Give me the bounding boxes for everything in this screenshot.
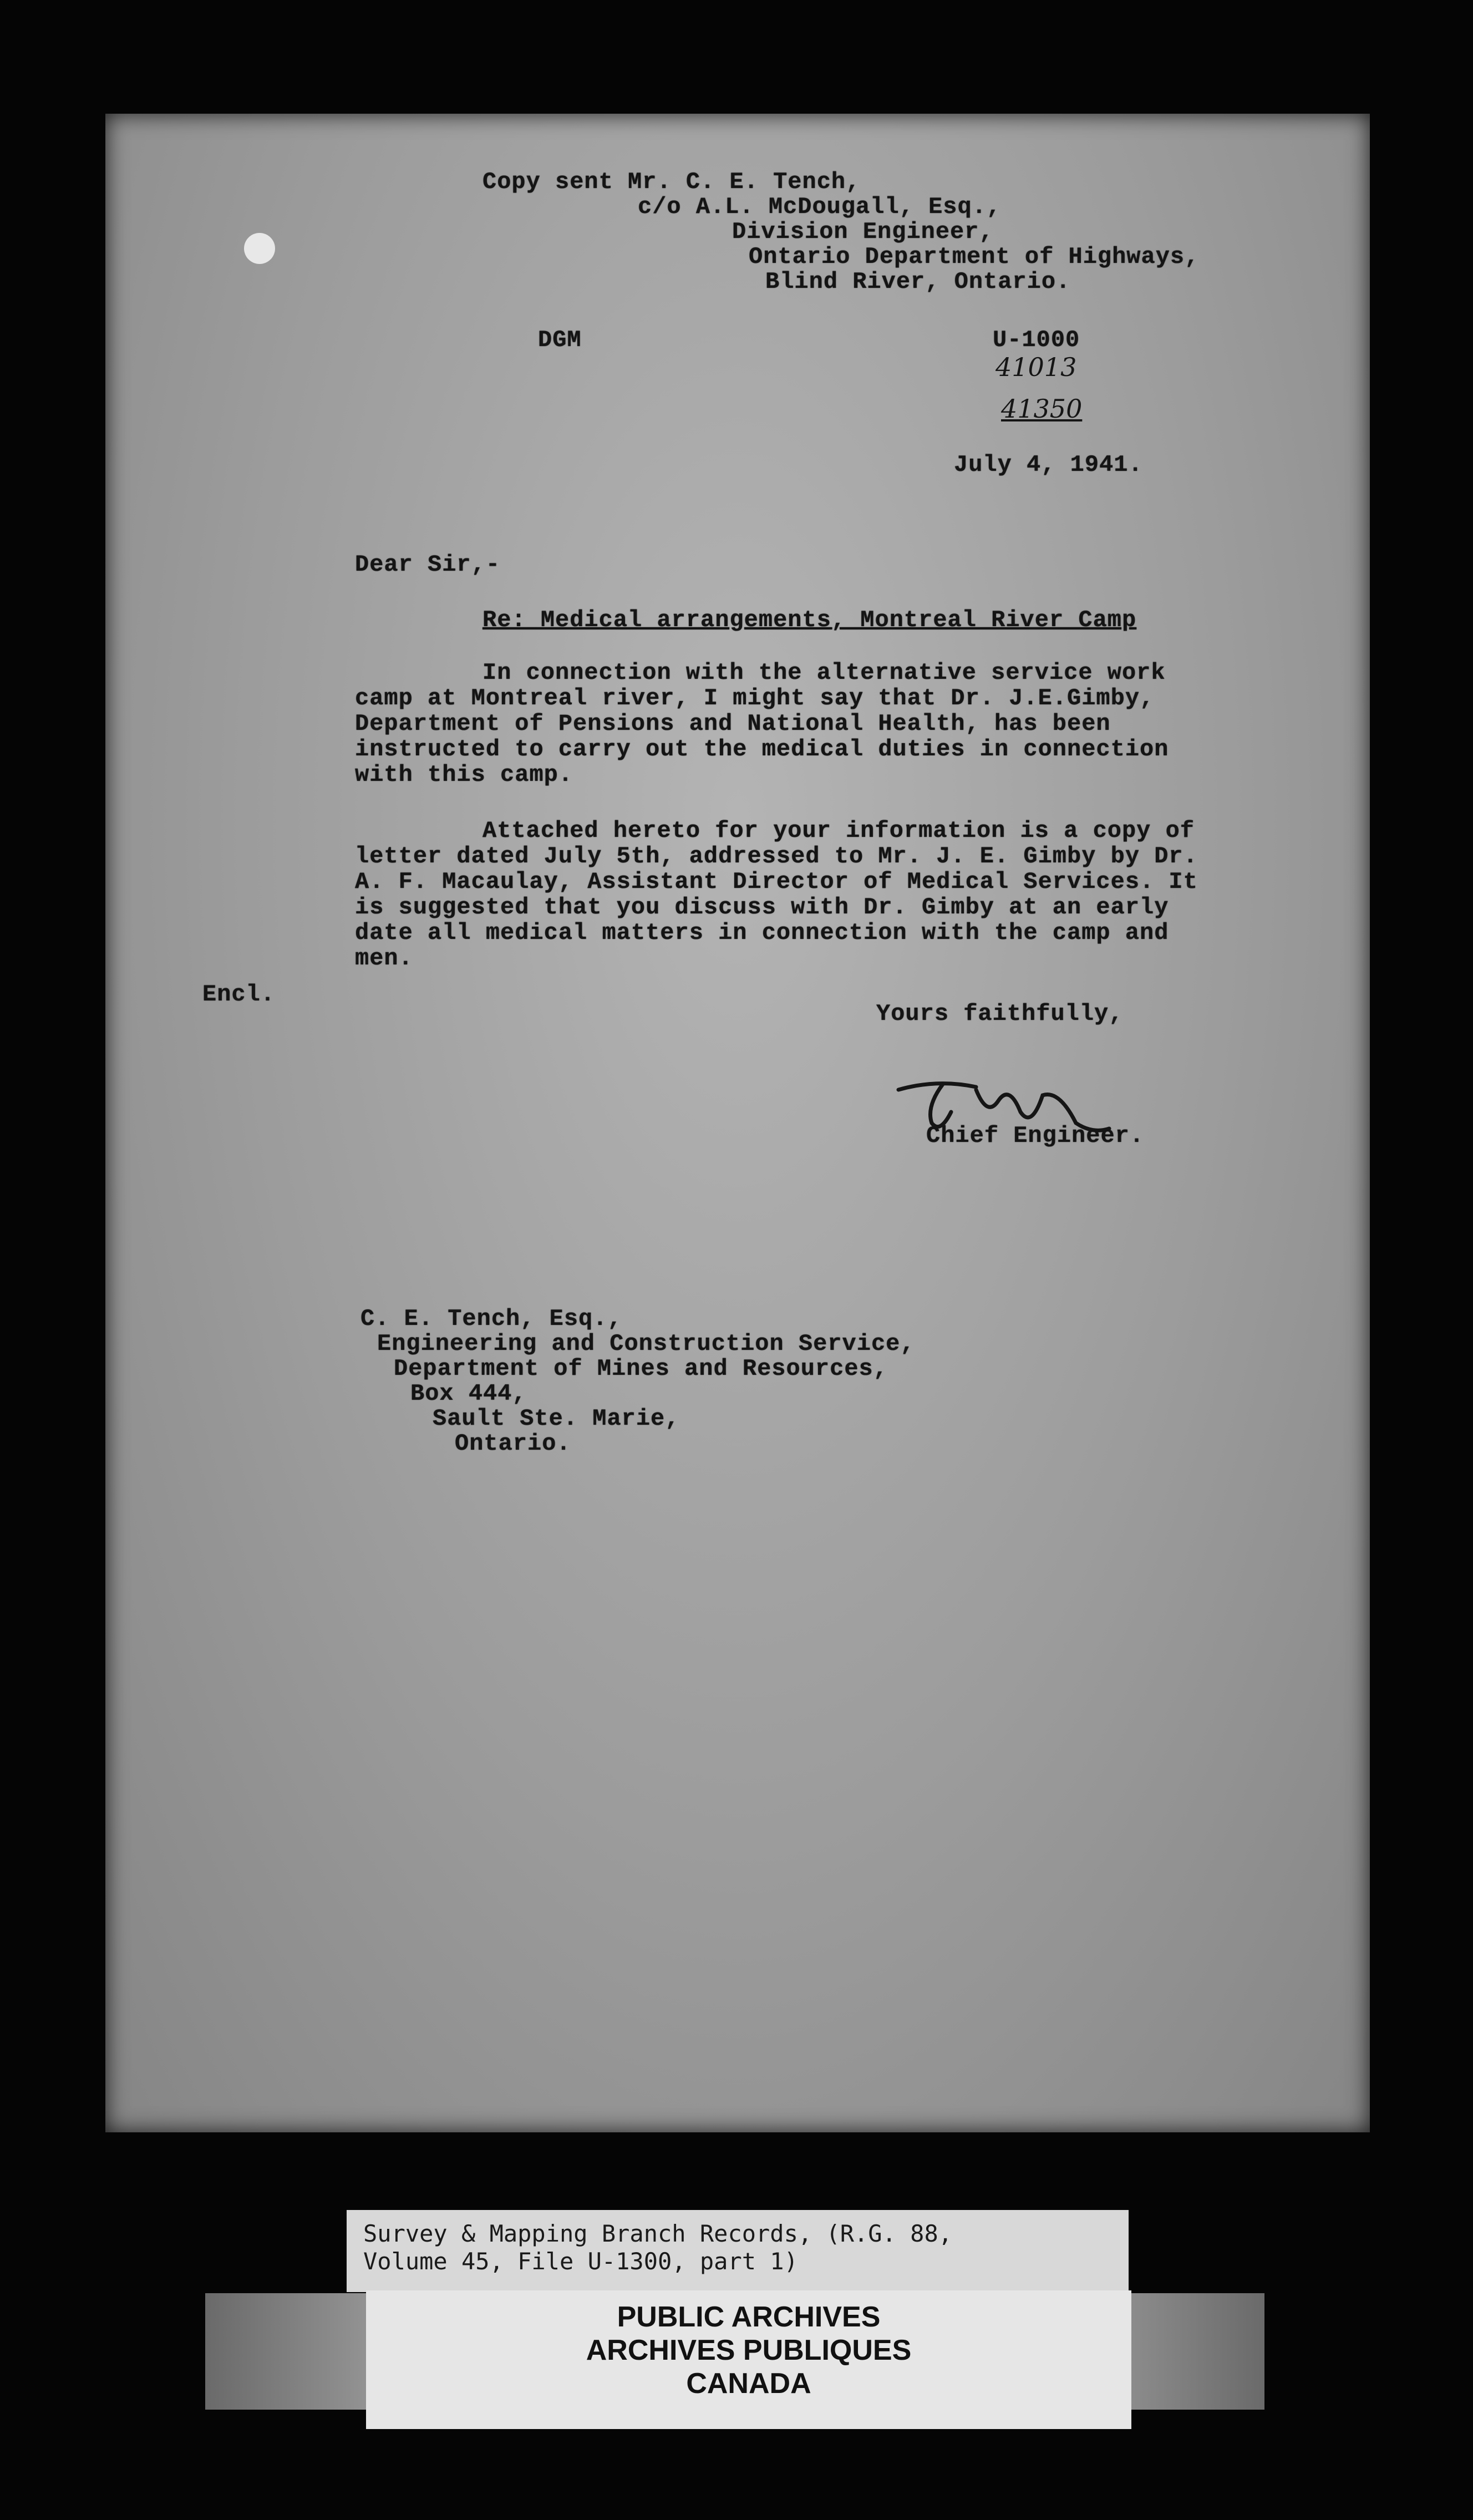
archives-stamp-line-2: ARCHIVES PUBLIQUES <box>586 2334 912 2366</box>
copy-line-5: Blind River, Ontario. <box>765 268 1071 295</box>
paragraph-1: In connection with the alternative service work camp at Montreal river, I might say that Dr. J.E.Gimby, Department of Pensions and National Health, has been instructed to carry out the medical duties in connection with this camp. <box>355 659 1169 788</box>
copy-line-1: Copy sent Mr. C. E. Tench, <box>482 169 861 195</box>
closing: Yours faithfully, <box>876 1000 1124 1027</box>
archives-stamp-line-1: PUBLIC ARCHIVES <box>617 2301 881 2333</box>
address-line-1: C. E. Tench, Esq., <box>360 1305 622 1332</box>
paragraph-2: Attached hereto for your information is a copy of letter dated July 5th, addressed to Mr. J. E. Gimby by Dr. A. F. Macaulay, Assistant Director of Medical Services. It is suggested that you discuss with Dr. Gimby at an early date all medical matters in connection with the camp and men. <box>355 817 1198 972</box>
punch-hole <box>244 233 275 264</box>
initials: DGM <box>538 327 582 353</box>
enclosure-note: Encl. <box>202 981 276 1008</box>
handwritten-number-1: 41013 <box>995 352 1077 382</box>
copy-line-3: Division Engineer, <box>732 219 994 245</box>
address-line-5: Sault Ste. Marie, <box>433 1405 680 1432</box>
salutation: Dear Sir,- <box>355 551 501 578</box>
archives-stamp-line-3: CANADA <box>686 2367 811 2400</box>
address-line-4: Box 444, <box>410 1380 527 1407</box>
address-line-3: Department of Mines and Resources, <box>394 1355 888 1382</box>
subject-line: Re: Medical arrangements, Montreal River Camp <box>482 607 1137 633</box>
signer-title: Chief Engineer. <box>926 1122 1145 1149</box>
copy-line-4: Ontario Department of Highways, <box>749 243 1200 270</box>
archive-label-line-1: Survey & Mapping Branch Records, (R.G. 88, <box>363 2220 953 2247</box>
address-line-2: Engineering and Construction Service, <box>377 1330 915 1357</box>
letter-date: July 4, 1941. <box>954 451 1143 478</box>
copy-line-2: c/o A.L. McDougall, Esq., <box>638 194 1002 220</box>
public-archives-stamp <box>366 2290 1131 2429</box>
handwritten-number-2: 41350 <box>1001 394 1083 424</box>
address-line-6: Ontario. <box>455 1430 571 1457</box>
archive-reference-label <box>347 2210 1129 2292</box>
letter-page <box>105 114 1370 2132</box>
file-number: U-1000 <box>993 327 1080 353</box>
archive-label-line-2: Volume 45, File U-1300, part 1) <box>363 2248 798 2275</box>
